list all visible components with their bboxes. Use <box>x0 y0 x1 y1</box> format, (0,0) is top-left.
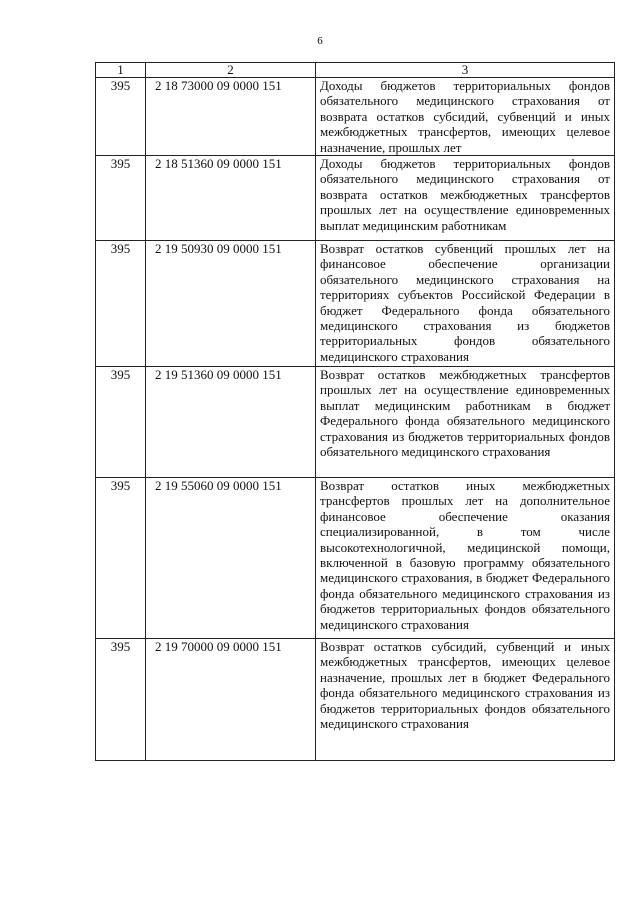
table-header-row <box>96 63 615 78</box>
description-cell <box>316 78 615 156</box>
table-row <box>96 78 615 156</box>
budget-codes-table <box>95 62 615 761</box>
revenue-code-cell: 2 19 70000 09 0000 151 <box>146 639 316 761</box>
table-row <box>96 367 615 478</box>
column-header-2: 2 <box>146 63 316 78</box>
description-cell <box>316 241 615 367</box>
column-header-1: 1 <box>96 63 146 78</box>
description-text: Доходы бюджетов территориальных фондов обязательного медицинского страхования от возврата остатков межбюджетных трансфертов прошлых лет на осуществление единовременных выплат медицинским работникам <box>320 156 610 233</box>
table-row <box>96 241 615 367</box>
revenue-code-cell: 2 19 51360 09 0000 151 <box>146 367 316 478</box>
column-header-3: 3 <box>316 63 615 78</box>
admin-code-cell: 395 <box>96 367 146 478</box>
description-text: Возврат остатков иных межбюджетных трансфертов прошлых лет на дополнительное финансовое обеспечение оказания специализированной, в том числе высокотехнологичной, медицинской помощи, включенной в базовую программу обязательного медицинского страхования, в бюджет Федерального фонда обязательного медицинского страхования из бюджетов территориальных фондов обязательного медицинского страхования <box>320 478 610 632</box>
description-cell <box>316 478 615 639</box>
admin-code-cell: 395 <box>96 478 146 639</box>
description-cell <box>316 639 615 761</box>
table-row <box>96 156 615 241</box>
description-cell <box>316 367 615 478</box>
revenue-code-cell: 2 18 73000 09 0000 151 <box>146 78 316 156</box>
revenue-code-cell: 2 19 55060 09 0000 151 <box>146 478 316 639</box>
table-row <box>96 639 615 761</box>
page-number: 6 <box>317 35 323 47</box>
admin-code-cell: 395 <box>96 241 146 367</box>
revenue-code-cell: 2 19 50930 09 0000 151 <box>146 241 316 367</box>
description-text: Доходы бюджетов территориальных фондов обязательного медицинского страхования от возврата остатков субсидий, субвенций и иных межбюджетных трансфертов, имеющих целевое назначение, прошлых лет <box>320 78 610 155</box>
description-text: Возврат остатков субвенций прошлых лет на финансовое обеспечение организации обязательного медицинского страхования на территориях субъектов Российской Федерации в бюджет Федерального фонда обязательного медицинского страхования из бюджетов территориальных фондов обязательного медицинского страхования <box>320 241 610 364</box>
description-text: Возврат остатков субсидий, субвенций и иных межбюджетных трансфертов, имеющих целевое назначение, прошлых лет в бюджет Федерального фонда обязательного медицинского страхования из бюджетов территориальных фондов обязательного медицинского страхования <box>320 639 610 732</box>
admin-code-cell: 395 <box>96 639 146 761</box>
description-cell <box>316 156 615 241</box>
table-row <box>96 478 615 639</box>
admin-code-cell: 395 <box>96 156 146 241</box>
description-text: Возврат остатков межбюджетных трансфертов прошлых лет на осуществление единовременных выплат медицинским работникам в бюджет Федерального фонда обязательного медицинского страхования из бюджетов территориальных фондов обязательного медицинского страхования <box>320 367 610 460</box>
admin-code-cell: 395 <box>96 78 146 156</box>
revenue-code-cell: 2 18 51360 09 0000 151 <box>146 156 316 241</box>
